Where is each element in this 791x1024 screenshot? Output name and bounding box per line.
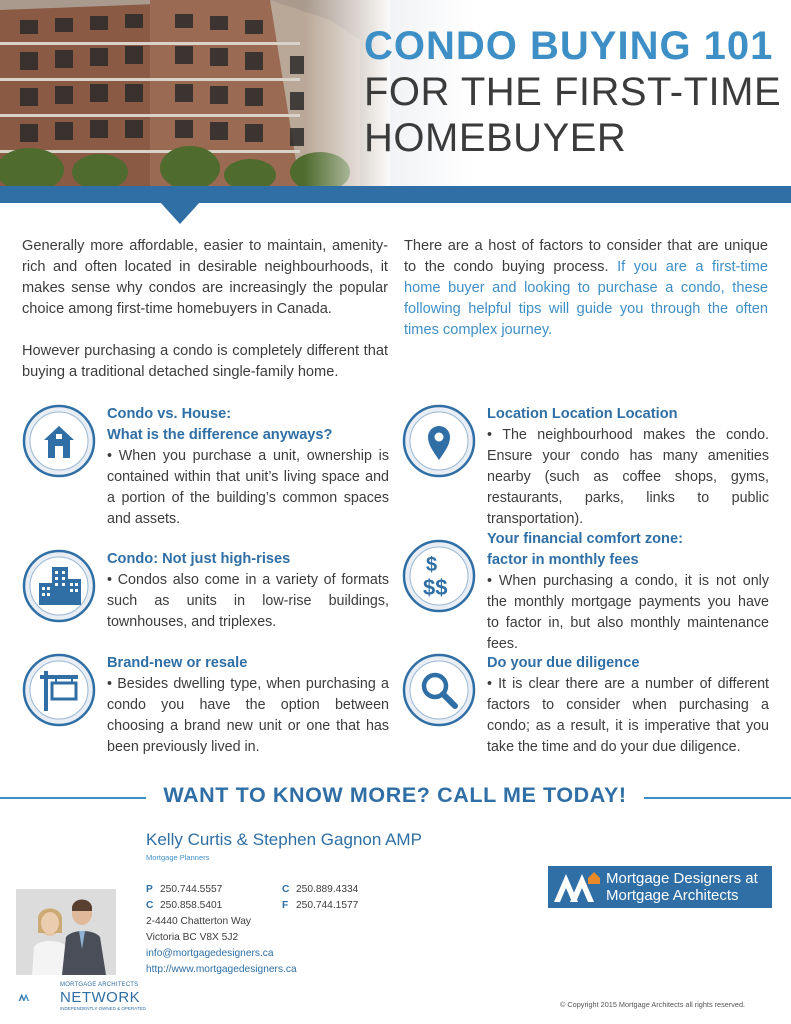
phone-c-value[interactable]: 250.858.5401 <box>160 900 223 911</box>
mortgage-designers-logo <box>548 866 772 908</box>
intro-right-column <box>404 236 768 362</box>
feature-title: Location Location Location <box>487 406 678 422</box>
logo-text <box>606 870 758 904</box>
feature-body <box>487 529 769 655</box>
feature-text: • When you purchase a unit, ownership is contained within that unit’s living space and a portion of the building’s common spaces and assets. <box>107 448 389 527</box>
svg-text:$: $ <box>426 554 438 576</box>
feature-text: • It is clear there are a number of different factors to consider when purchasing a condo; as a result, it is imperative that you take the time and do your due diligence. <box>487 676 769 755</box>
intro-left-column <box>22 236 388 404</box>
feature-title: Condo vs. House: <box>107 406 232 422</box>
phone-c-label: C <box>146 900 154 911</box>
feature-body <box>107 549 389 633</box>
contact-phones-right <box>282 882 402 914</box>
feature-title: Your financial comfort zone: <box>487 531 683 547</box>
cta-rule-left <box>0 797 146 799</box>
network-tagline: INDEPENDENTLY OWNED & OPERATED <box>60 1006 146 1011</box>
email-link[interactable]: info@mortgagedesigners.ca <box>146 948 274 959</box>
network-logo-mark-icon <box>18 982 58 1012</box>
feature-text: • Condos also come in a variety of formats such as units in low-rise buildings, townhouses, and triplexes. <box>107 572 389 630</box>
fax-f <box>282 898 402 914</box>
feature-text: • The neighbourhood makes the condo. Ensure your condo has many amenities nearby (such as coffee shops, gyms, restaurants, parks, links to public transportation). <box>487 427 769 527</box>
hero-banner <box>0 0 791 186</box>
phone-p-label: P <box>146 884 153 895</box>
phone-p-value[interactable]: 250.744.5557 <box>160 884 223 895</box>
fax-label: F <box>282 900 289 911</box>
phone-c <box>146 898 286 914</box>
feature-body <box>107 653 389 758</box>
intro-paragraph-3 <box>404 236 768 341</box>
page-title <box>364 26 784 158</box>
feature-body <box>487 404 769 530</box>
address-line-1: 2-4440 Chatterton Way <box>146 916 251 927</box>
title-line-1: CONDO BUYING 101 <box>364 24 774 68</box>
copyright-text: © Copyright 2015 Mortgage Architects all rights reserved. <box>560 1000 746 1009</box>
magnifier-icon <box>402 653 476 727</box>
title-line-2: FOR THE FIRST-TIME <box>364 70 782 114</box>
header-band <box>0 186 791 203</box>
svg-text:$$: $$ <box>423 575 448 600</box>
fax-value: 250.744.1577 <box>296 900 359 911</box>
feature-body <box>487 653 769 758</box>
phone-p <box>146 882 286 898</box>
feature-title: Condo: Not just high-rises <box>107 551 291 567</box>
house-icon <box>22 404 96 478</box>
feature-text: • When purchasing a condo, it is not only the monthly mortgage payments you have to factor in, but also monthly maintenance fees. <box>487 573 769 652</box>
agent-names: Kelly Curtis & Stephen Gagnon AMP <box>146 830 422 849</box>
network-wordmark: NETWORK <box>60 989 141 1006</box>
phone-c2-label: C <box>282 884 290 895</box>
logo-mark-icon <box>552 870 600 904</box>
title-line-3: HOMEBUYER <box>364 116 627 160</box>
intro-highlight-text: If you are a first-time home buyer and looking to purchase a condo, these following helpful tips will guide you through the often times complex journey. <box>404 259 768 338</box>
cta-rule-right <box>644 797 791 799</box>
agents-photo <box>16 889 116 975</box>
phone-c2-value[interactable]: 250.889.4334 <box>296 884 359 895</box>
location-pin-icon <box>402 404 476 478</box>
feature-text: • Besides dwelling type, when purchasing a condo you have the option between choosing a brand new unit or one that has been previously lived in. <box>107 676 389 755</box>
condo-building-photo <box>0 0 390 186</box>
intro-paragraph-2: However purchasing a condo is completely different that buying a traditional detached single-family home. <box>22 343 388 380</box>
feature-subtitle: What is the difference anyways? <box>107 427 333 443</box>
logo-line-2: Mortgage Architects <box>606 887 739 904</box>
feature-title: Do your due diligence <box>487 655 640 671</box>
sign-post-icon <box>22 653 96 727</box>
header-band-notch <box>160 202 200 224</box>
feature-subtitle: factor in monthly fees <box>487 552 639 568</box>
intro-plain-text: There are a host of factors to consider that are unique to the condo buying process. <box>404 238 768 275</box>
logo-line-1: Mortgage Designers at <box>606 870 758 887</box>
feature-body <box>107 404 389 530</box>
call-to-action: WANT TO KNOW MORE? CALL ME TODAY! <box>163 783 627 807</box>
intro-paragraph-1: Generally more affordable, easier to maintain, amenity-rich and often located in desirable neighbourhoods, it makes sense why condos are increasingly the popular choice among first-time homebuyers in Canada. <box>22 238 388 317</box>
network-subtitle: MORTGAGE ARCHITECTS <box>60 982 139 988</box>
feature-title: Brand-new or resale <box>107 655 248 671</box>
dollar-signs-icon <box>402 539 476 613</box>
contact-address-block <box>146 914 316 978</box>
buildings-icon <box>22 549 96 623</box>
phone-c2 <box>282 882 402 898</box>
contact-phones-left <box>146 882 286 914</box>
agent-role: Mortgage Planners <box>146 853 210 862</box>
address-line-2: Victoria BC V8X 5J2 <box>146 932 239 943</box>
website-link[interactable]: http://www.mortgagedesigners.ca <box>146 964 297 975</box>
